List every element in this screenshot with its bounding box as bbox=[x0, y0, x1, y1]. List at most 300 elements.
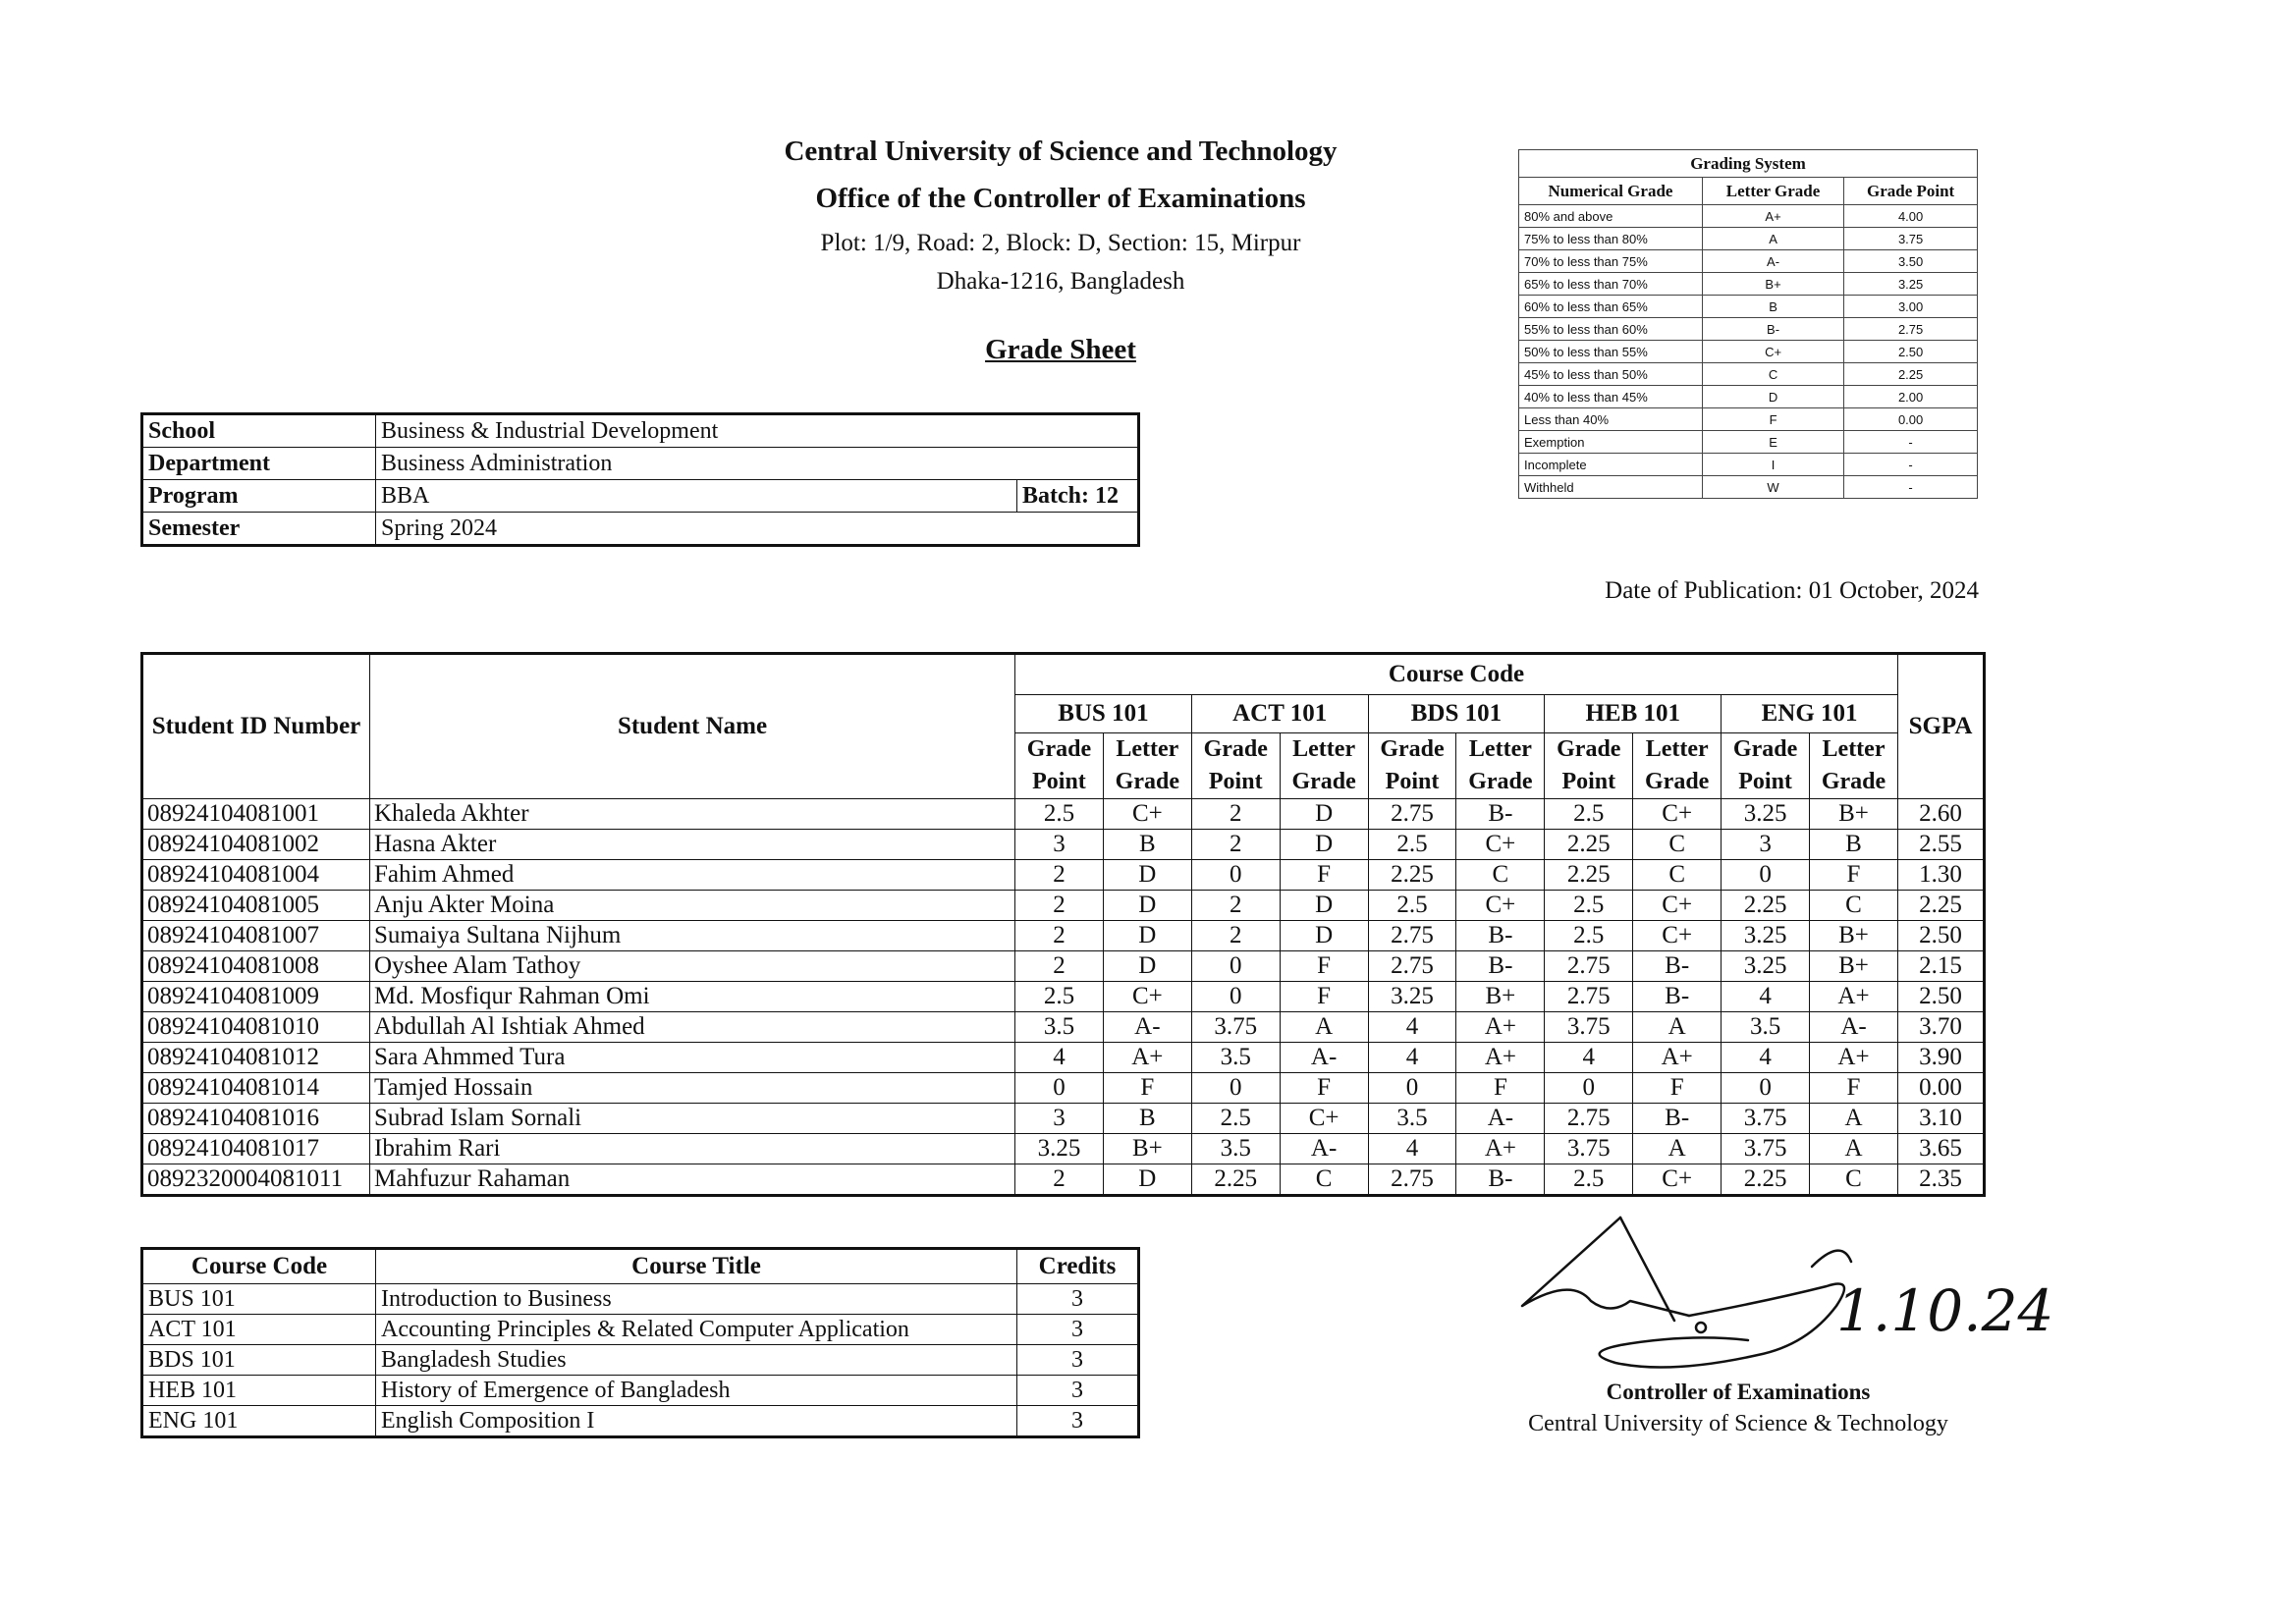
course-header-title: Course Title bbox=[376, 1249, 1017, 1284]
letter-grade-cell: C bbox=[1456, 860, 1545, 891]
grade-point-subheader-line1: Grade bbox=[1732, 736, 1798, 762]
letter-grade-cell: A+ bbox=[1456, 1012, 1545, 1043]
grading-numerical: 65% to less than 70% bbox=[1519, 273, 1703, 296]
letter-grade-cell: D bbox=[1280, 921, 1368, 951]
grade-point-subheader-line2: Point bbox=[1738, 769, 1792, 794]
grading-point: - bbox=[1844, 431, 1978, 454]
header-course-code: Course Code bbox=[1015, 654, 1898, 695]
grade-point-cell: 2.25 bbox=[1545, 860, 1633, 891]
grading-numerical: Incomplete bbox=[1519, 454, 1703, 476]
grading-letter: C+ bbox=[1702, 341, 1843, 363]
sgpa-value: 2.55 bbox=[1898, 830, 1985, 860]
student-id: 08924104081005 bbox=[142, 891, 370, 921]
letter-grade-cell: D bbox=[1103, 921, 1191, 951]
grading-row bbox=[1519, 363, 1978, 386]
grade-point-subheader-line1: Grade bbox=[1026, 736, 1092, 762]
grading-letter: A bbox=[1702, 228, 1843, 250]
university-name: Central University of Science and Technology bbox=[784, 135, 1338, 167]
grade-point-cell: 3.5 bbox=[1015, 1012, 1104, 1043]
letter-grade-cell: B- bbox=[1633, 951, 1722, 982]
grading-letter: W bbox=[1702, 476, 1843, 499]
program-info-table bbox=[140, 412, 1140, 547]
grade-point-cell: 2 bbox=[1015, 951, 1104, 982]
table-row bbox=[142, 1073, 1985, 1104]
course-row bbox=[142, 1345, 1139, 1376]
grading-numerical: 60% to less than 65% bbox=[1519, 296, 1703, 318]
letter-grade-cell: A bbox=[1633, 1012, 1722, 1043]
grade-point-cell: 4 bbox=[1368, 1012, 1456, 1043]
grading-point: 2.75 bbox=[1844, 318, 1978, 341]
letter-grade-cell: C bbox=[1633, 830, 1722, 860]
grading-point: 2.00 bbox=[1844, 386, 1978, 408]
grading-numerical: Less than 40% bbox=[1519, 408, 1703, 431]
letter-grade-cell: B- bbox=[1456, 951, 1545, 982]
student-name: Ibrahim Rari bbox=[370, 1134, 1015, 1164]
grading-letter: D bbox=[1702, 386, 1843, 408]
letter-grade-cell: A- bbox=[1810, 1012, 1898, 1043]
grade-point-cell: 2 bbox=[1015, 1164, 1104, 1196]
address-line-2: Dhaka-1216, Bangladesh bbox=[936, 268, 1185, 295]
grading-letter: I bbox=[1702, 454, 1843, 476]
letter-grade-cell: A- bbox=[1280, 1043, 1368, 1073]
grading-point: 3.75 bbox=[1844, 228, 1978, 250]
letter-grade-subheader-line1: Letter bbox=[1645, 736, 1709, 762]
grading-point: - bbox=[1844, 454, 1978, 476]
letter-grade-cell: B- bbox=[1456, 1164, 1545, 1196]
letter-grade-cell: B bbox=[1103, 830, 1191, 860]
grading-numerical: Withheld bbox=[1519, 476, 1703, 499]
grading-row bbox=[1519, 476, 1978, 499]
grading-point: 3.25 bbox=[1844, 273, 1978, 296]
department-value: Business Administration bbox=[376, 448, 1139, 480]
grade-point-subheader bbox=[1545, 733, 1633, 799]
semester-label: Semester bbox=[142, 513, 376, 546]
sgpa-value: 3.90 bbox=[1898, 1043, 1985, 1073]
letter-grade-cell: B+ bbox=[1810, 921, 1898, 951]
course-title: History of Emergence of Bangladesh bbox=[376, 1376, 1017, 1406]
grade-point-cell: 2.75 bbox=[1545, 951, 1633, 982]
grade-point-cell: 2 bbox=[1191, 921, 1280, 951]
grading-header-numerical: Numerical Grade bbox=[1519, 178, 1703, 205]
sgpa-value: 2.60 bbox=[1898, 799, 1985, 830]
grade-point-cell: 2.75 bbox=[1545, 982, 1633, 1012]
grading-row bbox=[1519, 228, 1978, 250]
letter-grade-cell: C+ bbox=[1456, 891, 1545, 921]
grade-point-cell: 2 bbox=[1015, 860, 1104, 891]
grading-system-title: Grading System bbox=[1519, 150, 1978, 178]
table-row bbox=[142, 1012, 1985, 1043]
grade-point-cell: 3.75 bbox=[1191, 1012, 1280, 1043]
student-name: Abdullah Al Ishtiak Ahmed bbox=[370, 1012, 1015, 1043]
grade-point-cell: 2.75 bbox=[1368, 799, 1456, 830]
grade-point-cell: 2.5 bbox=[1545, 1164, 1633, 1196]
letter-grade-cell: A bbox=[1810, 1104, 1898, 1134]
grade-point-cell: 2.25 bbox=[1191, 1164, 1280, 1196]
letter-grade-subheader-line1: Letter bbox=[1116, 736, 1179, 762]
sgpa-value: 2.15 bbox=[1898, 951, 1985, 982]
grade-sheet-title: Grade Sheet bbox=[985, 334, 1136, 365]
grading-numerical: 80% and above bbox=[1519, 205, 1703, 228]
student-name: Tamjed Hossain bbox=[370, 1073, 1015, 1104]
course-credits: 3 bbox=[1017, 1376, 1139, 1406]
course-code: BDS 101 bbox=[142, 1345, 376, 1376]
grading-system-table bbox=[1518, 149, 1978, 499]
address-line-1: Plot: 1/9, Road: 2, Block: D, Section: 15, Mirpur bbox=[820, 230, 1301, 256]
grading-row bbox=[1519, 408, 1978, 431]
letter-grade-subheader bbox=[1280, 733, 1368, 799]
grade-point-cell: 3.5 bbox=[1191, 1134, 1280, 1164]
grade-point-cell: 2.5 bbox=[1368, 891, 1456, 921]
sgpa-value: 2.50 bbox=[1898, 921, 1985, 951]
letter-grade-cell: F bbox=[1456, 1073, 1545, 1104]
office-name: Office of the Controller of Examinations bbox=[815, 183, 1306, 214]
letter-grade-cell: B- bbox=[1633, 1104, 1722, 1134]
grade-point-cell: 3.5 bbox=[1368, 1104, 1456, 1134]
table-row bbox=[142, 830, 1985, 860]
results-body bbox=[142, 799, 1985, 1196]
grade-point-subheader-line2: Point bbox=[1561, 769, 1616, 794]
course-title: Accounting Principles & Related Computer Application bbox=[376, 1315, 1017, 1345]
grade-point-cell: 2.25 bbox=[1722, 891, 1810, 921]
grade-point-cell: 2.25 bbox=[1722, 1164, 1810, 1196]
grading-system-body bbox=[1519, 205, 1978, 499]
letter-grade-cell: C+ bbox=[1633, 891, 1722, 921]
letter-grade-subheader bbox=[1633, 733, 1722, 799]
grading-row bbox=[1519, 205, 1978, 228]
grading-numerical: 55% to less than 60% bbox=[1519, 318, 1703, 341]
controller-signature bbox=[1512, 1208, 2054, 1380]
grading-numerical: 70% to less than 75% bbox=[1519, 250, 1703, 273]
grade-point-cell: 3.75 bbox=[1545, 1134, 1633, 1164]
grading-row bbox=[1519, 341, 1978, 363]
sgpa-value: 1.30 bbox=[1898, 860, 1985, 891]
student-name: Khaleda Akhter bbox=[370, 799, 1015, 830]
grading-letter: A- bbox=[1702, 250, 1843, 273]
letter-grade-cell: B+ bbox=[1810, 799, 1898, 830]
letter-grade-subheader-line2: Grade bbox=[1468, 769, 1533, 794]
grade-point-cell: 2.5 bbox=[1545, 891, 1633, 921]
grade-point-cell: 2.75 bbox=[1368, 951, 1456, 982]
sgpa-value: 3.10 bbox=[1898, 1104, 1985, 1134]
grading-row bbox=[1519, 386, 1978, 408]
program-value: BBA bbox=[376, 480, 1017, 513]
grading-point: 3.50 bbox=[1844, 250, 1978, 273]
course-row bbox=[142, 1406, 1139, 1437]
letter-grade-cell: B- bbox=[1456, 799, 1545, 830]
letter-grade-cell: A+ bbox=[1456, 1043, 1545, 1073]
letter-grade-subheader-line2: Grade bbox=[1821, 769, 1886, 794]
letter-grade-subheader-line1: Letter bbox=[1468, 736, 1532, 762]
letter-grade-cell: B bbox=[1103, 1104, 1191, 1134]
letter-grade-cell: A+ bbox=[1810, 1043, 1898, 1073]
grade-point-cell: 4 bbox=[1368, 1043, 1456, 1073]
student-id: 08924104081007 bbox=[142, 921, 370, 951]
letter-grade-cell: F bbox=[1280, 982, 1368, 1012]
grade-point-subheader-line1: Grade bbox=[1557, 736, 1621, 762]
letter-grade-cell: D bbox=[1103, 951, 1191, 982]
header-sgpa: SGPA bbox=[1898, 654, 1985, 799]
course-code: HEB 101 bbox=[142, 1376, 376, 1406]
grading-point: 2.50 bbox=[1844, 341, 1978, 363]
grading-numerical: 50% to less than 55% bbox=[1519, 341, 1703, 363]
letter-grade-cell: D bbox=[1280, 799, 1368, 830]
letter-grade-cell: C+ bbox=[1456, 830, 1545, 860]
grade-point-subheader-line1: Grade bbox=[1203, 736, 1268, 762]
letter-grade-cell: F bbox=[1280, 860, 1368, 891]
grade-point-subheader bbox=[1368, 733, 1456, 799]
letter-grade-cell: A+ bbox=[1103, 1043, 1191, 1073]
letter-grade-cell: A+ bbox=[1633, 1043, 1722, 1073]
table-row bbox=[142, 1043, 1985, 1073]
grade-point-cell: 3.75 bbox=[1722, 1134, 1810, 1164]
grade-point-cell: 3.5 bbox=[1722, 1012, 1810, 1043]
student-id: 08924104081010 bbox=[142, 1012, 370, 1043]
grade-point-subheader-line2: Point bbox=[1208, 769, 1263, 794]
course-title: English Composition I bbox=[376, 1406, 1017, 1437]
grade-point-cell: 2.5 bbox=[1015, 799, 1104, 830]
letter-grade-subheader-line1: Letter bbox=[1822, 736, 1886, 762]
course-title: Introduction to Business bbox=[376, 1284, 1017, 1315]
grade-point-cell: 3.25 bbox=[1722, 951, 1810, 982]
grading-numerical: 40% to less than 45% bbox=[1519, 386, 1703, 408]
table-row bbox=[142, 982, 1985, 1012]
grade-point-cell: 3.25 bbox=[1015, 1134, 1104, 1164]
grade-point-cell: 2 bbox=[1015, 921, 1104, 951]
grade-point-subheader bbox=[1722, 733, 1810, 799]
student-id: 08924104081016 bbox=[142, 1104, 370, 1134]
letter-grade-cell: A+ bbox=[1810, 982, 1898, 1012]
grade-point-cell: 3.25 bbox=[1722, 921, 1810, 951]
letter-grade-cell: F bbox=[1810, 860, 1898, 891]
grading-header-letter: Letter Grade bbox=[1702, 178, 1843, 205]
grade-point-cell: 2.25 bbox=[1545, 830, 1633, 860]
grading-letter: F bbox=[1702, 408, 1843, 431]
table-row bbox=[142, 1164, 1985, 1196]
grade-point-cell: 3 bbox=[1015, 1104, 1104, 1134]
letter-grade-subheader-line1: Letter bbox=[1292, 736, 1356, 762]
student-name: Oyshee Alam Tathoy bbox=[370, 951, 1015, 982]
grade-point-cell: 2.5 bbox=[1545, 921, 1633, 951]
letter-grade-cell: A bbox=[1810, 1134, 1898, 1164]
grading-row bbox=[1519, 296, 1978, 318]
department-label: Department bbox=[142, 448, 376, 480]
grade-point-cell: 2 bbox=[1191, 830, 1280, 860]
letter-grade-cell: F bbox=[1103, 1073, 1191, 1104]
letter-grade-cell: D bbox=[1103, 1164, 1191, 1196]
grade-point-cell: 3.25 bbox=[1722, 799, 1810, 830]
course-code-header: ENG 101 bbox=[1722, 695, 1898, 733]
grade-point-cell: 0 bbox=[1545, 1073, 1633, 1104]
grade-point-cell: 0 bbox=[1191, 1073, 1280, 1104]
letter-grade-cell: C bbox=[1810, 891, 1898, 921]
grade-point-cell: 0 bbox=[1722, 1073, 1810, 1104]
results-table bbox=[140, 652, 1986, 1197]
grade-point-cell: 0 bbox=[1722, 860, 1810, 891]
letter-grade-cell: C+ bbox=[1280, 1104, 1368, 1134]
student-id: 08924104081002 bbox=[142, 830, 370, 860]
controller-organization: Central University of Science & Technology bbox=[1528, 1411, 1948, 1436]
letter-grade-cell: A- bbox=[1103, 1012, 1191, 1043]
student-name: Hasna Akter bbox=[370, 830, 1015, 860]
grade-point-cell: 3 bbox=[1722, 830, 1810, 860]
course-credits: 3 bbox=[1017, 1345, 1139, 1376]
course-code: ACT 101 bbox=[142, 1315, 376, 1345]
letter-grade-cell: A- bbox=[1280, 1134, 1368, 1164]
course-body bbox=[142, 1284, 1139, 1437]
table-row bbox=[142, 921, 1985, 951]
grading-letter: E bbox=[1702, 431, 1843, 454]
grade-point-cell: 4 bbox=[1722, 1043, 1810, 1073]
student-id: 08924104081004 bbox=[142, 860, 370, 891]
letter-grade-cell: F bbox=[1280, 951, 1368, 982]
grading-point: 2.25 bbox=[1844, 363, 1978, 386]
grade-point-subheader-line2: Point bbox=[1385, 769, 1440, 794]
course-code-header: BDS 101 bbox=[1368, 695, 1545, 733]
signature-date: 1.10.24 bbox=[1836, 1277, 2054, 1344]
grade-point-cell: 3 bbox=[1015, 830, 1104, 860]
grade-point-cell: 2.5 bbox=[1015, 982, 1104, 1012]
course-credits: 3 bbox=[1017, 1406, 1139, 1437]
grade-point-cell: 2.75 bbox=[1368, 921, 1456, 951]
letter-grade-subheader-line2: Grade bbox=[1291, 769, 1356, 794]
grade-point-cell: 3.25 bbox=[1368, 982, 1456, 1012]
sgpa-value: 3.65 bbox=[1898, 1134, 1985, 1164]
header-student-id: Student ID Number bbox=[142, 654, 370, 799]
grade-point-cell: 0 bbox=[1368, 1073, 1456, 1104]
school-label: School bbox=[142, 414, 376, 448]
sgpa-value: 3.70 bbox=[1898, 1012, 1985, 1043]
grade-point-cell: 2.5 bbox=[1191, 1104, 1280, 1134]
letter-grade-cell: A bbox=[1633, 1134, 1722, 1164]
course-code: BUS 101 bbox=[142, 1284, 376, 1315]
grading-letter: B bbox=[1702, 296, 1843, 318]
grade-point-cell: 2.75 bbox=[1545, 1104, 1633, 1134]
letter-grade-cell: B+ bbox=[1810, 951, 1898, 982]
info-row-department bbox=[142, 448, 1139, 480]
grade-point-subheader bbox=[1015, 733, 1104, 799]
student-id: 08924104081017 bbox=[142, 1134, 370, 1164]
course-title: Bangladesh Studies bbox=[376, 1345, 1017, 1376]
grading-numerical: 45% to less than 50% bbox=[1519, 363, 1703, 386]
table-row bbox=[142, 891, 1985, 921]
grading-letter: B- bbox=[1702, 318, 1843, 341]
school-value: Business & Industrial Development bbox=[376, 414, 1139, 448]
letter-grade-cell: B+ bbox=[1456, 982, 1545, 1012]
grading-row bbox=[1519, 273, 1978, 296]
controller-title: Controller of Examinations bbox=[1606, 1380, 1871, 1404]
sgpa-value: 2.25 bbox=[1898, 891, 1985, 921]
grade-point-cell: 2.5 bbox=[1368, 830, 1456, 860]
grading-numerical: Exemption bbox=[1519, 431, 1703, 454]
grade-point-subheader bbox=[1191, 733, 1280, 799]
letter-grade-cell: C+ bbox=[1633, 1164, 1722, 1196]
student-id: 08924104081012 bbox=[142, 1043, 370, 1073]
student-id: 0892320004081011 bbox=[142, 1164, 370, 1196]
student-id: 08924104081014 bbox=[142, 1073, 370, 1104]
grade-point-cell: 4 bbox=[1368, 1134, 1456, 1164]
student-id: 08924104081008 bbox=[142, 951, 370, 982]
header-student-name: Student Name bbox=[370, 654, 1015, 799]
course-row bbox=[142, 1376, 1139, 1406]
student-name: Sara Ahmmed Tura bbox=[370, 1043, 1015, 1073]
grade-point-cell: 2 bbox=[1015, 891, 1104, 921]
letter-grade-subheader bbox=[1456, 733, 1545, 799]
student-name: Sumaiya Sultana Nijhum bbox=[370, 921, 1015, 951]
table-row bbox=[142, 799, 1985, 830]
sgpa-value: 0.00 bbox=[1898, 1073, 1985, 1104]
grading-row bbox=[1519, 250, 1978, 273]
letter-grade-cell: D bbox=[1280, 830, 1368, 860]
grading-row bbox=[1519, 318, 1978, 341]
grade-point-cell: 3.75 bbox=[1545, 1012, 1633, 1043]
course-credits: 3 bbox=[1017, 1315, 1139, 1345]
grade-point-cell: 2.5 bbox=[1545, 799, 1633, 830]
letter-grade-cell: C+ bbox=[1103, 799, 1191, 830]
publication-date: Date of Publication: 01 October, 2024 bbox=[1605, 577, 1979, 604]
student-name: Md. Mosfiqur Rahman Omi bbox=[370, 982, 1015, 1012]
letter-grade-cell: A+ bbox=[1456, 1134, 1545, 1164]
grading-letter: A+ bbox=[1702, 205, 1843, 228]
letter-grade-cell: F bbox=[1633, 1073, 1722, 1104]
table-row bbox=[142, 1104, 1985, 1134]
grading-numerical: 75% to less than 80% bbox=[1519, 228, 1703, 250]
grade-point-cell: 0 bbox=[1191, 951, 1280, 982]
grade-point-cell: 3.5 bbox=[1191, 1043, 1280, 1073]
page-title bbox=[609, 334, 1512, 366]
grade-point-cell: 3.75 bbox=[1722, 1104, 1810, 1134]
letter-grade-subheader bbox=[1810, 733, 1898, 799]
batch-value: Batch: 12 bbox=[1017, 480, 1139, 513]
table-row bbox=[142, 1134, 1985, 1164]
grading-row bbox=[1519, 431, 1978, 454]
letter-grade-cell: B+ bbox=[1103, 1134, 1191, 1164]
grading-letter: C bbox=[1702, 363, 1843, 386]
letter-grade-cell: C bbox=[1633, 860, 1722, 891]
letter-grade-cell: D bbox=[1103, 891, 1191, 921]
info-row-semester bbox=[142, 513, 1139, 546]
letter-grade-cell: C+ bbox=[1633, 799, 1722, 830]
grade-point-cell: 2 bbox=[1191, 891, 1280, 921]
letter-grade-cell: A- bbox=[1456, 1104, 1545, 1134]
grade-point-cell: 4 bbox=[1722, 982, 1810, 1012]
table-row bbox=[142, 860, 1985, 891]
letter-grade-cell: C bbox=[1280, 1164, 1368, 1196]
letter-grade-subheader bbox=[1103, 733, 1191, 799]
grading-point: 3.00 bbox=[1844, 296, 1978, 318]
grade-point-cell: 0 bbox=[1191, 982, 1280, 1012]
sgpa-value: 2.35 bbox=[1898, 1164, 1985, 1196]
student-id: 08924104081001 bbox=[142, 799, 370, 830]
letter-grade-cell: A bbox=[1280, 1012, 1368, 1043]
course-code-header: BUS 101 bbox=[1015, 695, 1192, 733]
sgpa-value: 2.50 bbox=[1898, 982, 1985, 1012]
course-row bbox=[142, 1315, 1139, 1345]
grade-point-cell: 0 bbox=[1015, 1073, 1104, 1104]
letter-grade-cell: B- bbox=[1633, 982, 1722, 1012]
student-name: Anju Akter Moina bbox=[370, 891, 1015, 921]
grading-row bbox=[1519, 454, 1978, 476]
course-header-credits: Credits bbox=[1017, 1249, 1139, 1284]
course-code-header: HEB 101 bbox=[1545, 695, 1722, 733]
grade-point-cell: 2 bbox=[1191, 799, 1280, 830]
course-credits: 3 bbox=[1017, 1284, 1139, 1315]
grading-point: 4.00 bbox=[1844, 205, 1978, 228]
grade-point-cell: 0 bbox=[1191, 860, 1280, 891]
student-name: Mahfuzur Rahaman bbox=[370, 1164, 1015, 1196]
grading-point: 0.00 bbox=[1844, 408, 1978, 431]
letter-grade-cell: F bbox=[1810, 1073, 1898, 1104]
grading-letter: B+ bbox=[1702, 273, 1843, 296]
